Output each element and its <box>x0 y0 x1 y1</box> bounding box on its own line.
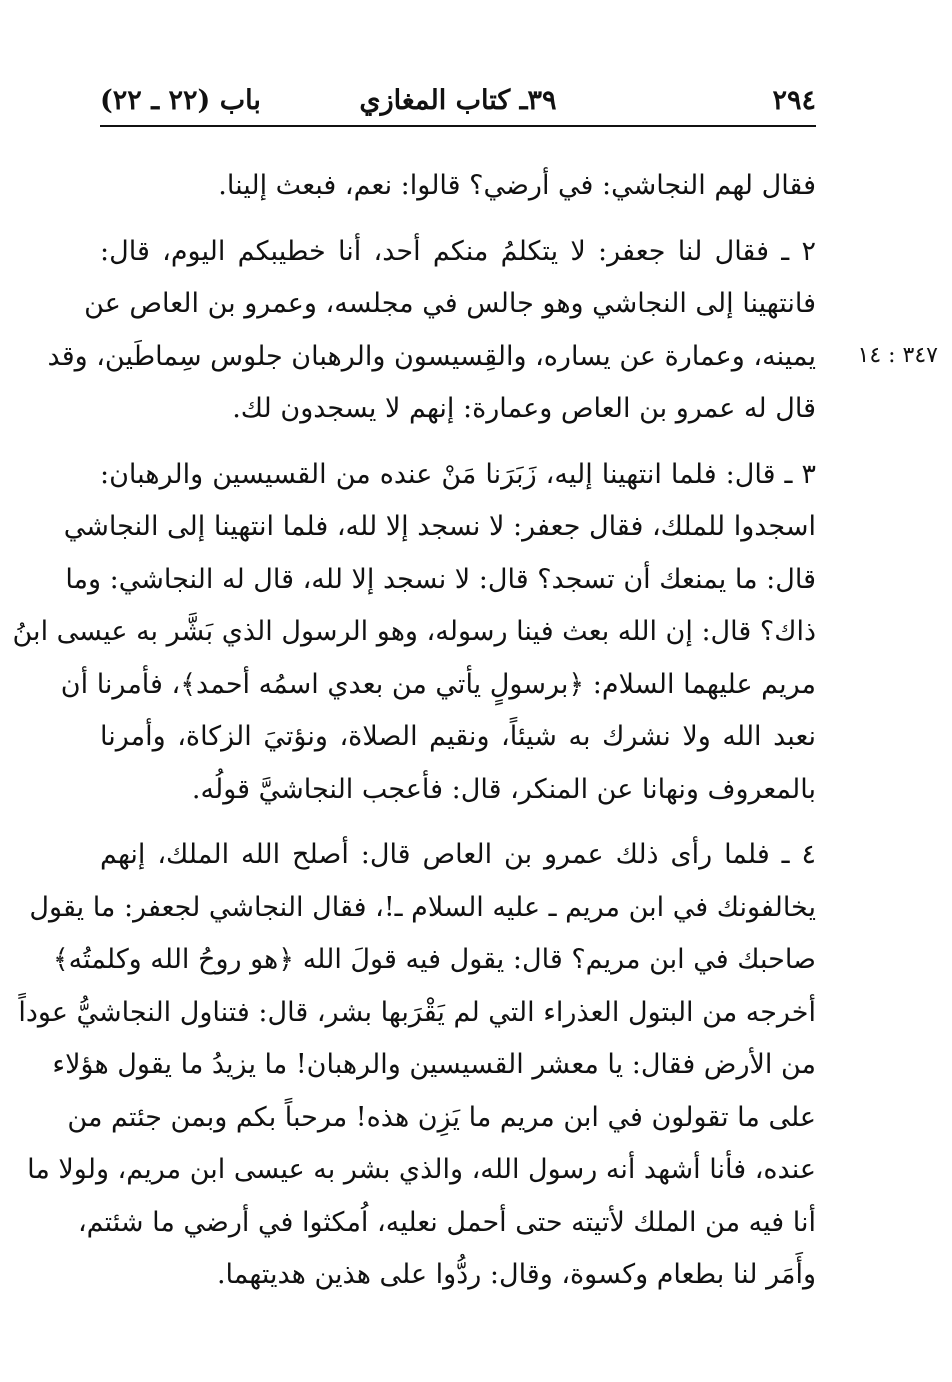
paragraph-4 <box>18 829 816 1302</box>
text-line: اسجدوا للملك، فقال جعفر: لا نسجد إلا لله، فلما انتهينا إلى النجاشي <box>63 511 816 542</box>
text-line: على ما تقولون في ابن مريم ما يَزِن هذه! مرحباً بكم وبمن جئتم من <box>67 1101 816 1133</box>
text-line: يمينه، وعمارة عن يساره، والقِسيسون والرهبان جلوس سِماطَين، وقد <box>47 340 816 372</box>
text-line: وأَمَر لنا بطعام وكسوة، وقال: ردُّوا على هذين هديتهما. <box>216 1259 816 1290</box>
body-text <box>12 160 816 1302</box>
text-line: نعبد الله ولا نشرك به شيئاً، ونقيم الصلاة، ونؤتيَ الزكاة، وأمرنا <box>100 721 816 752</box>
chapter-reference: باب (٢٢ ـ ٢٢) <box>100 85 261 116</box>
paragraph-1 <box>100 160 816 213</box>
book-title: ٣٩ـ كتاب المغازي <box>359 85 557 116</box>
text-line: بالمعروف ونهانا عن المنكر، قال: فأعجب النجاشيَّ قولُه. <box>191 773 816 805</box>
text-line: صاحبك في ابن مريم؟ قال: يقول فيه قولَ الله ﴿هو روحُ الله وكلمتُه﴾ <box>52 944 816 975</box>
text-line: ٤ ـ فلما رأى ذلك عمرو بن العاص قال: أصلح الله الملك، إنهم <box>100 839 816 870</box>
page-number: ٢٩٤ <box>772 85 816 116</box>
page-header <box>100 80 816 120</box>
text-line: من الأرض فقال: يا معشر القسيسين والرهبان! ما يزيدُ ما يقول هؤلاء <box>52 1049 816 1080</box>
text-line: قال له عمرو بن العاص وعمارة: إنهم لا يسجدون لك. <box>232 393 816 424</box>
text-line: فقال لهم النجاشي: في أرضي؟ قالوا: نعم، فبعث إلينا. <box>218 170 816 201</box>
text-line: أنا فيه من الملك لأتيته حتى أحمل نعليه، اُمكثوا في أرضي ما شئتم، <box>77 1206 816 1238</box>
margin-reference: ٣٤٧ : ١٤ <box>857 343 938 368</box>
text-line: فانتهينا إلى النجاشي وهو جالس في مجلسه، وعمرو بن العاص عن <box>84 288 816 319</box>
text-line: يخالفونك في ابن مريم ـ عليه السلام ـ!، فقال النجاشي لجعفر: ما يقول <box>29 891 816 923</box>
paragraph-2 <box>47 226 816 436</box>
text-line: مريم عليهما السلام: ﴿برسولٍ يأتي من بعدي اسمُه أحمد﴾، فأمرنا أن <box>60 668 816 700</box>
text-line: ٣ ـ قال: فلما انتهينا إليه، زَبَرَنا مَنْ عنده من القسيسين والرهبان: <box>100 458 816 490</box>
paragraph-3 <box>12 449 816 817</box>
text-line: ذاك؟ قال: إن الله بعث فينا رسوله، وهو الرسول الذي بَشَّر به عيسى ابنُ <box>12 616 816 647</box>
header-divider <box>100 125 816 127</box>
text-line: أخرجه من البتول العذراء التي لم يَقْرَبها بشر، قال: فتناول النجاشيُّ عوداً <box>18 996 816 1028</box>
text-line: عنده، فأنا أشهد أنه رسول الله، والذي بشر به عيسى ابن مريم، ولولا ما <box>27 1154 816 1185</box>
text-line: قال: ما يمنعك أن تسجد؟ قال: لا نسجد إلا لله، قال له النجاشي: وما <box>65 563 816 595</box>
text-line: ٢ ـ فقال لنا جعفر: لا يتكلمُ منكم أحد، أنا خطيبكم اليوم، قال: <box>100 235 816 267</box>
